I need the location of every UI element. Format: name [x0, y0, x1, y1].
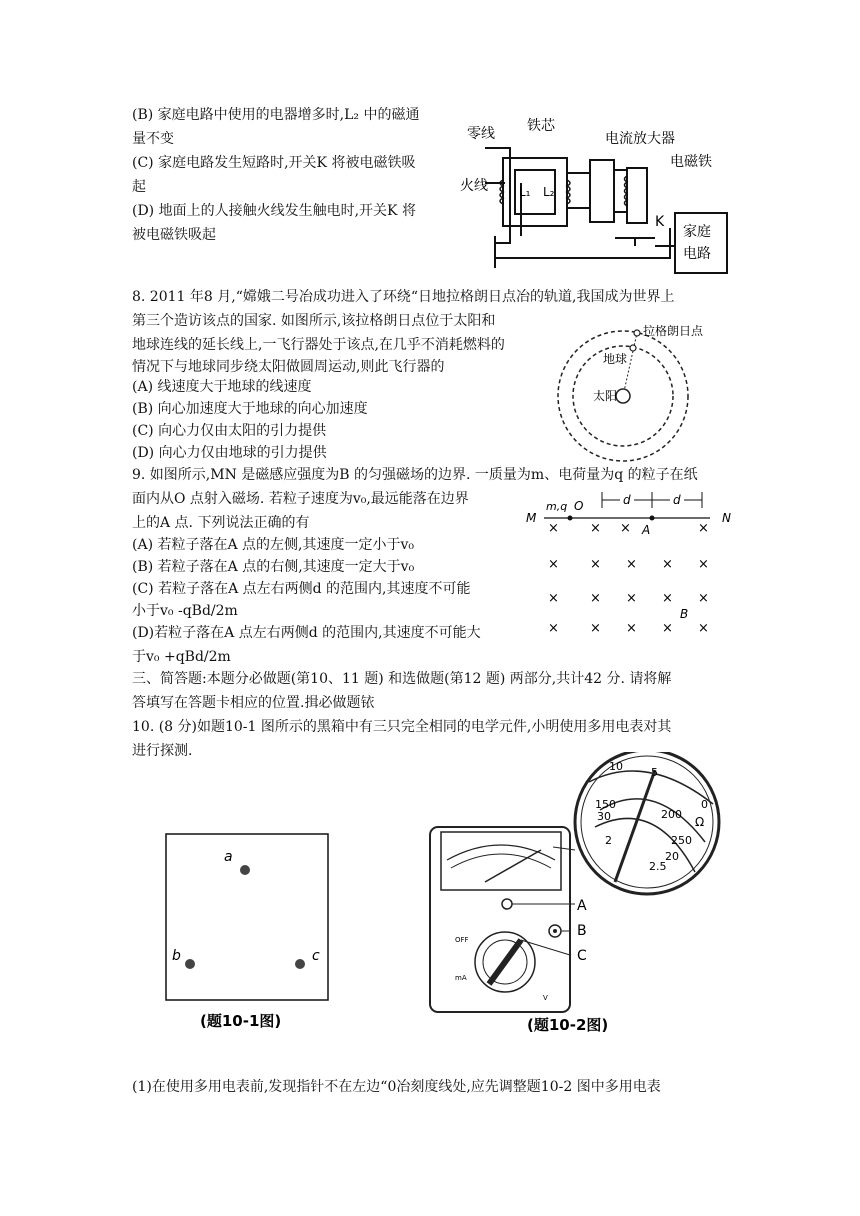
scale-2-5: 2.5: [649, 860, 667, 873]
field-cross: ×: [590, 557, 601, 572]
label-o: O: [574, 499, 584, 513]
q8-option-a: (A) 线速度大于地球的线速度: [132, 379, 312, 395]
label-a: A: [642, 523, 651, 537]
label-C: C: [577, 948, 587, 964]
q10-stem-line2: 进行探测.: [132, 743, 193, 759]
q8-option-d: (D) 向心力仅由地球的引力提供: [132, 445, 327, 461]
field-cross: ×: [698, 621, 709, 636]
scale-0: 0: [701, 798, 708, 811]
field-cross: ×: [548, 557, 559, 572]
q9-option-d-line2: 于v₀ +qBd/2m: [132, 649, 231, 665]
electromagnet-label: 电磁铁: [670, 154, 712, 170]
l1-label: L₁: [519, 185, 531, 199]
label-d-2: d: [673, 493, 681, 507]
terminal-b-label: b: [172, 948, 181, 964]
terminal-c-label: c: [312, 948, 320, 964]
label-mq: m,q: [546, 500, 568, 513]
q7-option-c-line1: (C) 家庭电路发生短路时,开关K 将被电磁铁吸: [132, 155, 416, 171]
home-circuit-label-2: 电路: [683, 246, 711, 262]
field-cross: ×: [590, 521, 601, 536]
q8-option-c: (C) 向心力仅由太阳的引力提供: [132, 423, 327, 439]
magnetic-field-diagram: [522, 486, 742, 642]
label-n: N: [722, 511, 731, 525]
field-cross: ×: [590, 591, 601, 606]
section3-line2: 答填写在答题卡相应的位置.揖必做题铱: [132, 695, 375, 711]
field-cross: ×: [662, 591, 673, 606]
scale-5: 5: [651, 766, 658, 779]
q9-stem-line3: 上的A 点. 下列说法正确的有: [132, 515, 310, 531]
switch-k-label: K: [655, 214, 665, 230]
field-cross: ×: [548, 521, 559, 536]
earth-label: 地球: [603, 352, 628, 366]
q7-option-d-line1: (D) 地面上的人接触火线发生触电时,开关K 将: [132, 203, 416, 219]
terminal-a-label: a: [224, 849, 233, 865]
q7-option-b-line1: (B) 家庭电路中使用的电器增多时,L₂ 中的磁通: [132, 107, 420, 123]
scale-250: 250: [671, 834, 692, 847]
scale-10: 10: [609, 760, 623, 773]
q9-stem-line1: 9. 如图所示,MN 是磁感应强度为B 的匀强磁场的边界. 一质量为m、电荷量为q 的粒子在纸: [132, 467, 698, 483]
scale-200: 200: [661, 808, 682, 821]
q8-stem-line4: 情况下与地球同步绕太阳做圆周运动,则此飞行器的: [132, 359, 445, 375]
amplifier-label: 电流放大器: [605, 131, 675, 147]
field-cross: ×: [662, 557, 673, 572]
off-label: OFF: [455, 936, 469, 944]
label-m: M: [526, 511, 537, 525]
field-cross: ×: [626, 591, 637, 606]
label-A: A: [577, 898, 587, 914]
q10-sub1: (1)在使用多用电表前,发现指针不在左边“0冶刻度线处,应先调整题10-2 图中多用电表: [132, 1079, 661, 1095]
scale-30: 30: [597, 810, 611, 823]
q9-option-c-line2: 小于v₀ -qBd/2m: [132, 603, 238, 619]
q8-stem-line1: 8. 2011 年8 月,“嫦娥二号冶成功进入了环绕“日地拉格朗日点冶的轨道,我国成为世界上: [132, 289, 675, 305]
lagrange-point-diagram: [555, 318, 705, 468]
q8-stem-line2: 第三个造访该点的国家. 如图所示,该拉格朗日点位于太阳和: [132, 313, 496, 329]
field-cross: ×: [548, 621, 559, 636]
section3-line1: 三、简答题:本题分必做题(第10、11 题) 和选做题(第12 题) 两部分,共计42 分. 请将解: [132, 671, 672, 687]
field-cross: ×: [548, 591, 559, 606]
field-cross: ×: [662, 621, 673, 636]
q7-option-b-line2: 量不变: [132, 131, 174, 147]
label-b: B: [680, 607, 689, 621]
q9-option-b: (B) 若粒子落在A 点的右侧,其速度一定大于v₀: [132, 559, 415, 575]
live-wire-label: 火线: [460, 178, 488, 194]
field-cross: ×: [698, 521, 709, 536]
field-cross: ×: [620, 521, 631, 536]
field-cross: ×: [698, 591, 709, 606]
core-label: 铁芯: [527, 118, 555, 134]
q9-option-a: (A) 若粒子落在A 点的左侧,其速度一定小于v₀: [132, 537, 415, 553]
q9-option-d-line1: (D)若粒子落在A 点左右两侧d 的范围内,其速度不可能大: [132, 625, 481, 641]
field-cross: ×: [590, 621, 601, 636]
label-d-1: d: [623, 493, 631, 507]
v-label: V: [543, 994, 548, 1002]
lagrange-label: 拉格朗日点: [643, 324, 704, 338]
q8-stem-line3: 地球连线的延长线上,一飞行器处于该点,在几乎不消耗燃料的: [132, 337, 505, 353]
field-cross: ×: [698, 557, 709, 572]
figure-10-2-caption: (题10-2图): [527, 1016, 609, 1034]
q9-option-c-line1: (C) 若粒子落在A 点左右两侧d 的范围内,其速度不可能: [132, 581, 471, 597]
sun-label: 太阳: [593, 389, 618, 403]
figure-10-1-caption: (题10-1图): [200, 1012, 282, 1030]
l2-label: L₂: [543, 185, 555, 199]
leakage-protector-diagram: [455, 108, 730, 283]
q7-option-d-line2: 被电磁铁吸起: [132, 227, 216, 243]
q10-stem-line1: 10. (8 分)如题10-1 图所示的黑箱中有三只完全相同的电学元件,小明使用多用电表对其: [132, 719, 672, 735]
q9-stem-line2: 面内从O 点射入磁场. 若粒子速度为v₀,最远能落在边界: [132, 491, 469, 507]
ma-label: mA: [455, 974, 467, 982]
label-B: B: [577, 923, 587, 939]
field-cross: ×: [626, 621, 637, 636]
field-cross: ×: [626, 557, 637, 572]
multimeter-figure: [425, 752, 735, 1034]
scale-150: 150: [595, 798, 616, 811]
omega-label: Ω: [695, 815, 705, 829]
scale-2: 2: [605, 834, 612, 847]
home-circuit-label-1: 家庭: [683, 224, 711, 240]
q8-option-b: (B) 向心加速度大于地球的向心加速度: [132, 401, 368, 417]
q7-option-c-line2: 起: [132, 179, 146, 195]
black-box-figure: [160, 830, 335, 1035]
zero-wire-label: 零线: [467, 126, 495, 142]
scale-20: 20: [665, 850, 679, 863]
